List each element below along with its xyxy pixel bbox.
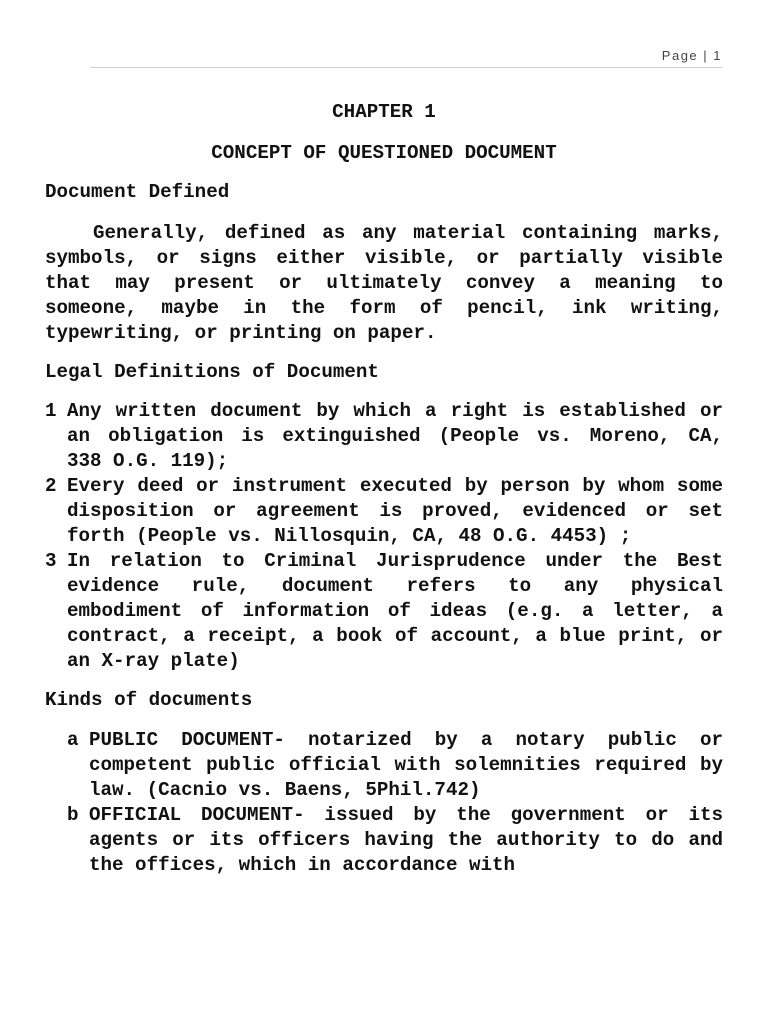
list-item-text: OFFICIAL DOCUMENT- issued by the government or its agents or its officers having the authority to do and the offices, which in accordance with	[89, 804, 723, 876]
list-item-text: Any written document by which a right is established or an obligation is extinguished (People vs. Moreno, CA, 338 O.G. 119);	[67, 400, 723, 472]
list-item-text: PUBLIC DOCUMENT- notarized by a notary public or competent public official with solemnities required by law. (Cacnio vs. Baens, 5Phil.742)	[89, 729, 723, 801]
list-item	[67, 728, 723, 803]
list-marker: b	[67, 804, 79, 826]
list-marker: 2	[45, 475, 57, 497]
section-heading-document-defined: Document Defined	[45, 181, 230, 203]
list-item	[45, 399, 723, 474]
list-item	[67, 803, 723, 878]
legal-definitions-list	[45, 399, 723, 674]
kinds-of-documents-list	[67, 728, 723, 878]
list-marker: 3	[45, 550, 57, 572]
chapter-label: CHAPTER 1	[332, 101, 436, 123]
definition-paragraph: Generally, defined as any material containing marks, symbols, or signs either visible, or partially visible that may present or ultimately convey a meaning to someone, maybe in the form of pencil, ink writing, typewriting, or printing on paper.	[45, 222, 723, 344]
list-marker: a	[67, 729, 79, 751]
list-marker: 1	[45, 400, 57, 422]
list-item	[45, 474, 723, 549]
chapter-title: CONCEPT OF QUESTIONED DOCUMENT	[211, 142, 557, 164]
header-divider	[90, 67, 722, 68]
page-number-header: Page | 1	[661, 48, 722, 63]
section-heading-legal-definitions: Legal Definitions of Document	[45, 361, 379, 383]
list-item-text: Every deed or instrument executed by person by whom some disposition or agreement is proved, evidenced or set forth (People vs. Nillosquin, CA, 48 O.G. 4453) ;	[67, 475, 723, 547]
document-body	[45, 96, 723, 878]
list-item-text: In relation to Criminal Jurisprudence under the Best evidence rule, document refers to any physical embodiment of information of ideas (e.g. a letter, a contract, a receipt, a book of account, a blue print, or an X-ray plate)	[67, 550, 723, 672]
section-heading-kinds: Kinds of documents	[45, 689, 253, 711]
list-item	[45, 549, 723, 674]
